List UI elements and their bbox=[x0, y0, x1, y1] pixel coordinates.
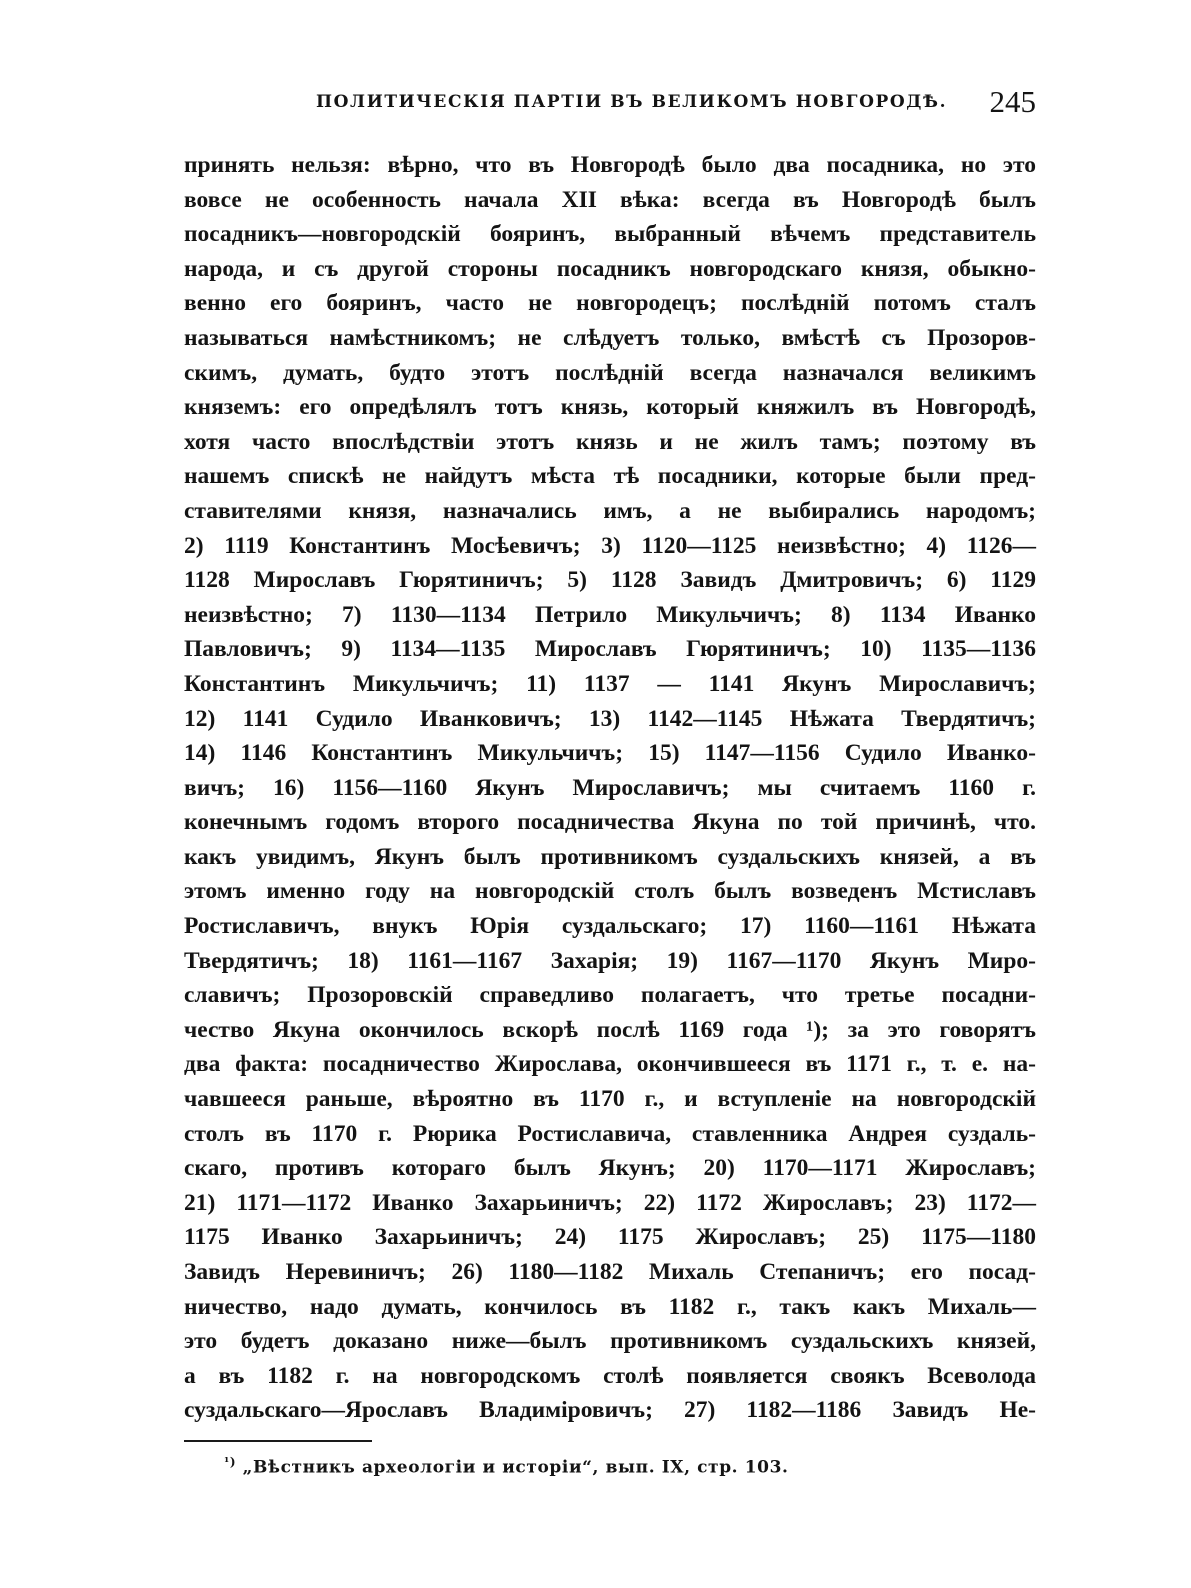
text-line: славичъ; Прозоровскій справедливо полагаетъ, что третье посадни- bbox=[184, 982, 1036, 1009]
text-line: принять нельзя: вѣрно, что въ Новгородѣ было два посадника, но это bbox=[184, 152, 1036, 178]
text-line: народа, и съ другой стороны посадникъ новгородскаго князя, обыкно- bbox=[184, 255, 1036, 282]
text-line: неизвѣстно; 7) 1130—1134 Петрило Микульчичъ; 8) 1134 Иванко bbox=[184, 601, 1036, 628]
text-line: 2) 1119 Константинъ Мосѣевичъ; 3) 1120—1125 неизвѣстно; 4) 1126— bbox=[184, 532, 1036, 559]
text-line: Ростиславичъ, внукъ Юрія суздальскаго; 17) 1160—1161 Нѣжата bbox=[184, 913, 1036, 940]
text-line: 14) 1146 Константинъ Микульчичъ; 15) 1147—1156 Судило Иванко- bbox=[184, 740, 1036, 767]
text-line: 21) 1171—1172 Иванко Захарьиничъ; 22) 1172 Жирославъ; 23) 1172— bbox=[184, 1189, 1036, 1216]
text-line: 12) 1141 Судило Иванковичъ; 13) 1142—1145 Нѣжата Твердятичъ; bbox=[184, 705, 1036, 732]
footnote-text: „Вѣстникъ археологіи и исторіи“, вып. IX, стр. 103. bbox=[242, 1457, 789, 1478]
text-line: чество Якуна окончилось вскорѣ послѣ 1169 года ¹); за это говорятъ bbox=[184, 1016, 1036, 1043]
text-line: венно его бояринъ, часто не новгородецъ; послѣдній потомъ сталъ bbox=[184, 290, 1036, 317]
text-line: посадникъ—новгородскій бояринъ, выбранный вѣчемъ представитель bbox=[184, 221, 1036, 248]
footnote-marker: ¹) bbox=[224, 1455, 237, 1469]
footnote-divider bbox=[184, 1440, 372, 1442]
text-line: нашемъ спискѣ не найдутъ мѣста тѣ посадники, которые были пред- bbox=[184, 463, 1036, 490]
text-line: Павловичъ; 9) 1134—1135 Мирославъ Гюрятиничъ; 10) 1135—1136 bbox=[184, 636, 1036, 663]
text-line: ставителями князя, назначались имъ, а не выбирались народомъ; bbox=[184, 497, 1036, 524]
text-line: конечнымъ годомъ второго посадничества Якуна по той причинѣ, что. bbox=[184, 809, 1036, 836]
text-line: скимъ, думать, будто этотъ послѣдній всегда назначался великимъ bbox=[184, 359, 1036, 386]
body-text bbox=[184, 148, 1036, 1428]
text-line: два факта: посадничество Жирослава, окончившееся въ 1171 г., т. е. на- bbox=[184, 1051, 1036, 1078]
text-line: скаго, противъ котораго былъ Якунъ; 20) 1170—1171 Жирославъ; bbox=[184, 1155, 1036, 1182]
footnote bbox=[224, 1455, 789, 1478]
text-line: 1175 Иванко Захарьиничъ; 24) 1175 Жирославъ; 25) 1175—1180 bbox=[184, 1224, 1036, 1251]
text-line: княземъ: его опредѣлялъ тотъ князь, который княжилъ въ Новгородѣ, bbox=[184, 394, 1036, 421]
text-line: это будетъ доказано ниже—былъ противникомъ суздальскихъ князей, bbox=[184, 1328, 1036, 1355]
running-title: ПОЛИТИЧЕСКІЯ ПАРТІИ ВЪ ВЕЛИКОМЪ НОВГОРОДѢ. bbox=[316, 92, 948, 112]
text-line: Константинъ Микульчичъ; 11) 1137 — 1141 Якунъ Мирославичъ; bbox=[184, 670, 1036, 697]
text-line: Завидъ Неревиничъ; 26) 1180—1182 Михаль Степаничъ; его посад- bbox=[184, 1259, 1036, 1285]
text-line: столъ въ 1170 г. Рюрика Ростиславича, ставленника Андрея суздаль- bbox=[184, 1120, 1036, 1147]
text-line: суздальскаго—Ярославъ Владиміровичъ; 27) 1182—1186 Завидъ Не- bbox=[184, 1397, 1036, 1424]
text-line: вовсе не особенность начала XII вѣка: всегда въ Новгородѣ былъ bbox=[184, 186, 1036, 213]
text-line: чавшееся раньше, вѣроятно въ 1170 г., и вступленіе на новгородскій bbox=[184, 1086, 1036, 1113]
page-header bbox=[316, 84, 1036, 124]
text-line: вичъ; 16) 1156—1160 Якунъ Мирославичъ; мы считаемъ 1160 г. bbox=[184, 774, 1036, 801]
text-line: этомъ именно году на новгородскій столъ былъ возведенъ Мстиславъ bbox=[184, 878, 1036, 905]
text-line: называться намѣстникомъ; не слѣдуетъ только, вмѣстѣ съ Прозоров- bbox=[184, 324, 1036, 351]
text-line: ничество, надо думать, кончилось въ 1182 г., такъ какъ Михаль— bbox=[184, 1293, 1036, 1320]
text-line: хотя часто впослѣдствіи этотъ князь и не жилъ тамъ; поэтому въ bbox=[184, 428, 1036, 455]
text-line: 1128 Мирославъ Гюрятиничъ; 5) 1128 Завидъ Дмитровичъ; 6) 1129 bbox=[184, 567, 1036, 594]
text-line: а въ 1182 г. на новгородскомъ столѣ появляется своякъ Всеволода bbox=[184, 1362, 1036, 1389]
text-line: какъ увидимъ, Якунъ былъ противникомъ суздальскихъ князей, а въ bbox=[184, 843, 1036, 870]
text-line: Твердятичъ; 18) 1161—1167 Захарія; 19) 1167—1170 Якунъ Миро- bbox=[184, 947, 1036, 974]
page-number: 245 bbox=[989, 84, 1036, 119]
